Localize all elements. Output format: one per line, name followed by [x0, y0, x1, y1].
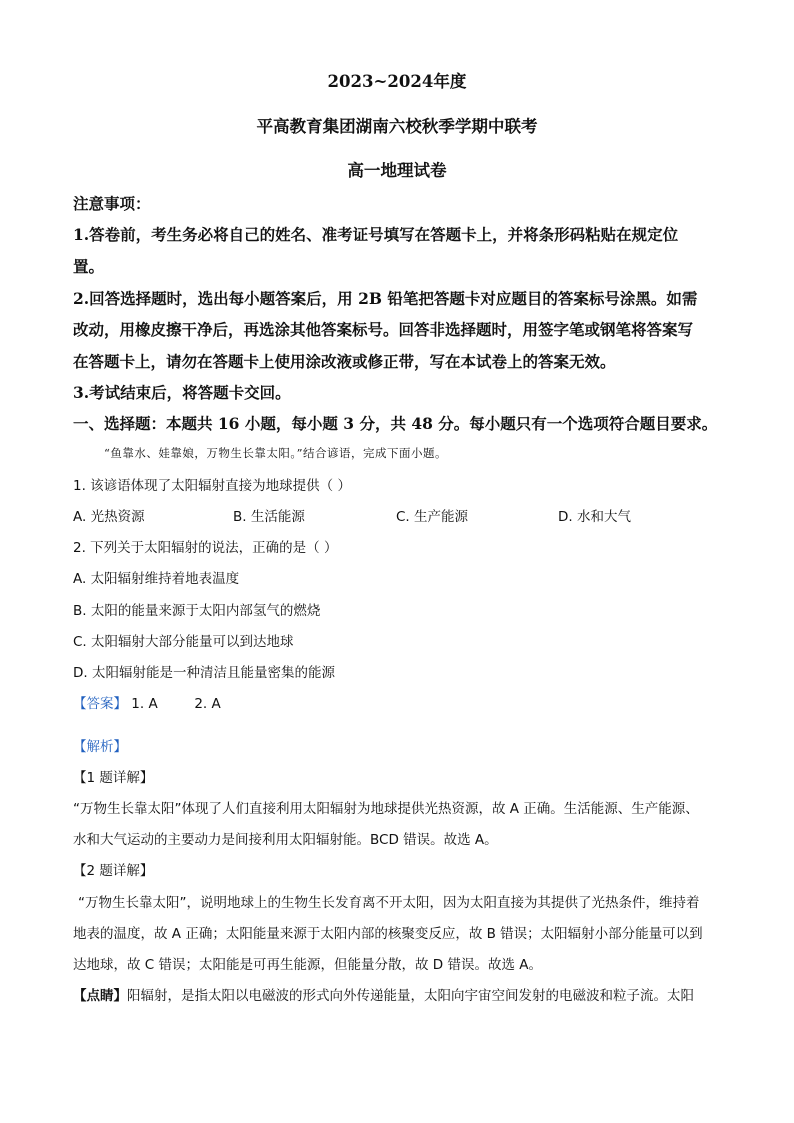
point-text: 阳辐射，是指太阳以电磁波的形式向外传递能量，太阳向宇宙空间发射的电磁波和粒子流。太阳 [127, 988, 694, 1004]
detail-1-line-1: “万物生长靠太阳”体现了人们直接利用太阳辐射为地球提供光热资源，故 A 正确。生活能源、生产能源、 [73, 801, 699, 817]
question-2-stem: 2. 下列关于太阳辐射的说法，正确的是（ ） [73, 540, 338, 556]
question-2-option-a: A. 太阳辐射维持着地表温度 [73, 571, 240, 587]
detail-1-line-2: 水和大气运动的主要动力是间接利用太阳辐射能。BCD 错误。故选 A。 [73, 832, 498, 848]
detail-2-line-1: “万物生长靠太阳”，说明地球上的生物生长发育离不开太阳，因为太阳直接为其提供了光热条件，维持着 [78, 895, 700, 911]
question-1-option-b: B. 生活能源 [233, 509, 305, 525]
note-item-3: 3.考试结束后，将答题卡交回。 [73, 383, 291, 402]
point-row [73, 984, 694, 1004]
detail-1-label: 【1 题详解】 [73, 770, 154, 786]
notes-heading: 注意事项： [73, 194, 151, 213]
subject-title: 高一地理试卷 [347, 160, 447, 180]
detail-2-line-2: 地表的温度，故 A 正确；太阳能量来源于太阳内部的核聚变反应，故 B 错误；太阳辐射小部分能量可以到 [73, 926, 703, 942]
section-title: 一、选择题：本题共 16 小题，每小题 3 分，共 48 分。每小题只有一个选项符合题目要求。 [73, 414, 718, 433]
question-2-option-c: C. 太阳辐射大部分能量可以到达地球 [73, 634, 294, 650]
point-label: 【点睛】 [73, 988, 127, 1004]
answer-row [73, 692, 221, 712]
exam-name-title: 平高教育集团湖南六校秋季学期中联考 [256, 116, 538, 136]
question-1-option-a: A. 光热资源 [73, 509, 145, 525]
note-item-2-line-2: 改动，用橡皮擦干净后，再选涂其他答案标号。回答非选择题时，用签字笔或钢笔将答案写 [73, 320, 694, 339]
exam-year-title: 2023~2024年度 [327, 71, 467, 91]
answer-q2: 2. A [194, 696, 221, 712]
note-item-1-line-1: 1.答卷前，考生务必将自己的姓名、准考证号填写在答题卡上，并将条形码粘贴在规定位 [73, 225, 679, 244]
question-2-option-b: B. 太阳的能量来源于太阳内部氢气的燃烧 [73, 603, 321, 619]
answer-label: 【答案】 [73, 696, 127, 712]
note-item-2-line-3: 在答题卡上，请勿在答题卡上使用涂改液或修正带，写在本试卷上的答案无效。 [73, 352, 616, 371]
answer-q1: 1. A [131, 696, 158, 712]
question-1-option-c: C. 生产能源 [396, 509, 469, 525]
analysis-label: 【解析】 [73, 739, 127, 755]
note-item-1-line-2: 置。 [73, 257, 105, 276]
question-2-option-d: D. 太阳辐射能是一种清洁且能量密集的能源 [73, 665, 335, 681]
question-intro: “鱼靠水、娃靠娘，万物生长靠太阳。”结合谚语，完成下面小题。 [104, 446, 448, 460]
question-1-stem: 1. 该谚语体现了太阳辐射直接为地球提供（ ） [73, 478, 351, 494]
detail-2-line-3: 达地球，故 C 错误；太阳能是可再生能源，但能量分散，故 D 错误。故选 A。 [73, 957, 543, 973]
question-1-option-d: D. 水和大气 [558, 509, 631, 525]
note-item-2-line-1: 2.回答选择题时，选出每小题答案后，用 2B 铅笔把答题卡对应题目的答案标号涂黑。如需 [73, 289, 698, 308]
detail-2-label: 【2 题详解】 [73, 863, 154, 879]
